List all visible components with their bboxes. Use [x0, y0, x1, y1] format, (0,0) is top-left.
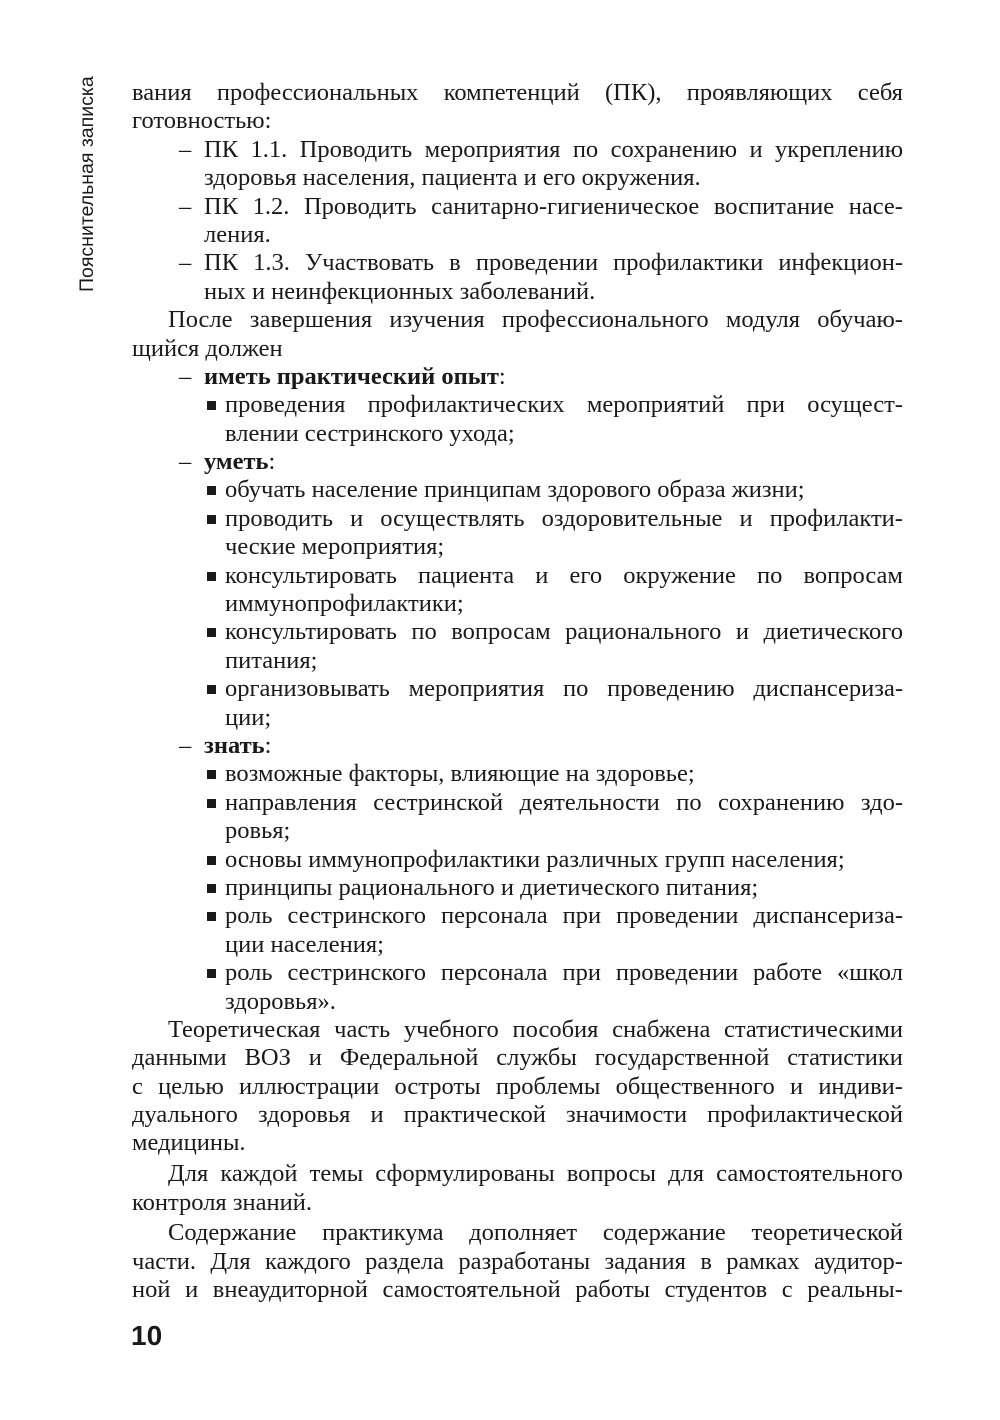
- word: проведении: [616, 902, 739, 930]
- word: студентов: [664, 1276, 768, 1303]
- requirement-title: иметь практический опыт: [204, 362, 499, 390]
- bullet-square-icon: [207, 572, 216, 581]
- word: оздоровительные: [541, 504, 723, 532]
- word: диспансериза-: [753, 675, 903, 703]
- paragraph-line: [132, 1044, 903, 1072]
- word: проявляющих: [686, 79, 833, 106]
- word: здоровья: [257, 1101, 351, 1129]
- bullet-item-continuation: ции населения;: [225, 930, 384, 958]
- word: сестринского: [287, 959, 426, 987]
- bullet-square-icon: [207, 856, 216, 865]
- word: дополняет: [469, 1219, 578, 1247]
- paragraph-line: щийся должен: [132, 334, 283, 362]
- word: часть: [334, 1015, 391, 1043]
- requirement-colon: :: [264, 731, 272, 759]
- page-number: 10: [131, 1320, 163, 1351]
- word: (ПК),: [605, 79, 662, 106]
- bullet-item-text: основы иммунопрофилактики различных групп населения;: [225, 845, 845, 873]
- bullet-item-continuation: ровья;: [225, 817, 291, 845]
- competency-line: здоровья населения, пациента и его окружения.: [204, 164, 701, 192]
- bullet-square-icon: [207, 628, 216, 637]
- word: данными: [132, 1044, 227, 1072]
- requirement-heading: [132, 448, 903, 476]
- word: роль: [225, 902, 273, 930]
- word: ПК: [204, 192, 239, 220]
- word: иллюстрации: [239, 1072, 380, 1100]
- word: окружение: [623, 561, 736, 589]
- bullet-item-text: возможные факторы, влияющие на здоровье;: [225, 760, 695, 788]
- word: целью: [158, 1072, 224, 1100]
- paragraph-line: [132, 1248, 903, 1276]
- word: направления: [225, 788, 357, 816]
- word: по: [572, 135, 599, 163]
- word: Теоретическая: [168, 1015, 321, 1043]
- word: Проводить: [299, 135, 413, 163]
- word: общественного: [615, 1072, 775, 1100]
- word: практической: [403, 1101, 546, 1129]
- word: профессиональных: [216, 79, 419, 106]
- word: разработаны: [458, 1247, 591, 1275]
- word: при: [562, 959, 601, 987]
- word: и: [735, 618, 749, 646]
- word: сестринской: [373, 788, 504, 816]
- word: и: [350, 504, 364, 532]
- paragraph-line: [132, 306, 903, 334]
- dash-marker: –: [179, 731, 192, 759]
- word: диспансериза-: [753, 902, 903, 930]
- bullet-square-icon: [207, 912, 216, 921]
- requirement-heading: [132, 732, 903, 760]
- word: раздела: [365, 1247, 444, 1275]
- dash-marker: –: [179, 448, 192, 476]
- bullet-item: [132, 675, 903, 703]
- word: модуля: [725, 306, 801, 334]
- word: содержание: [602, 1219, 726, 1247]
- word: сформулированы: [375, 1160, 555, 1188]
- bullet-item-continuation: ческие мероприятия;: [225, 533, 445, 561]
- bullet-item: [132, 959, 903, 987]
- word: рационального: [565, 618, 722, 646]
- word: и: [308, 1044, 322, 1072]
- word: мероприятия: [408, 675, 545, 703]
- word: воспитание: [713, 192, 835, 220]
- word: проводить: [225, 504, 334, 532]
- word: деятельности: [519, 788, 660, 816]
- word: вопросы: [566, 1160, 656, 1188]
- competency-line: [132, 193, 903, 221]
- word: и: [749, 135, 763, 163]
- word: работе: [753, 959, 823, 987]
- word: по: [676, 788, 702, 816]
- word: Участвовать: [304, 249, 435, 277]
- word: проведения: [225, 391, 346, 419]
- bullet-item-text: обучать население принципам здорового образа жизни;: [225, 476, 805, 504]
- word: в: [449, 249, 461, 277]
- word: проблемы: [495, 1072, 601, 1100]
- running-side-header: Пояснительная записка: [76, 76, 98, 292]
- word: Для: [210, 1247, 251, 1275]
- word: осущест-: [807, 391, 903, 419]
- word: профилакти-: [769, 504, 903, 532]
- word: мероприятия: [424, 135, 561, 163]
- page-body-text: [132, 79, 903, 1304]
- word: 1.3.: [253, 249, 290, 277]
- word: и: [739, 504, 753, 532]
- word: диетического: [763, 618, 903, 646]
- bullet-item: [132, 505, 903, 533]
- word: практикума: [322, 1219, 444, 1247]
- bullet-item-continuation: питания;: [225, 646, 318, 674]
- paragraph-line: [132, 1016, 903, 1044]
- word: с: [132, 1072, 143, 1100]
- word: консультировать: [225, 618, 397, 646]
- word: сохранению: [718, 788, 845, 816]
- bullet-square-icon: [207, 515, 216, 524]
- word: завершения: [249, 306, 373, 334]
- bullet-item-continuation: здоровья».: [225, 987, 336, 1015]
- word: Проводить: [303, 192, 417, 220]
- bullet-item-continuation: иммунопрофилактики;: [225, 590, 464, 618]
- bullet-item: [132, 618, 903, 646]
- word: индиви-: [818, 1072, 903, 1100]
- paragraph-line: [132, 1219, 903, 1247]
- word: внеаудиторной: [212, 1276, 368, 1303]
- word: ПК: [204, 249, 239, 277]
- word: персонала: [441, 902, 548, 930]
- word: статистическими: [724, 1015, 903, 1043]
- word: Содержание: [168, 1219, 297, 1247]
- word: аудитор-: [813, 1247, 903, 1275]
- word: ной: [132, 1276, 171, 1303]
- word: учебного: [403, 1015, 499, 1043]
- bullet-square-icon: [207, 685, 216, 694]
- word: сохранению: [610, 135, 738, 163]
- word: изучения: [389, 306, 485, 334]
- bullet-item-continuation: ции;: [225, 703, 272, 731]
- bullet-item-text: принципы рационального и диетического питания;: [225, 873, 759, 901]
- word: организовывать: [225, 675, 390, 703]
- word: сестринского: [287, 902, 427, 930]
- bullet-item: [132, 846, 903, 874]
- competency-line: [132, 136, 903, 164]
- word: его: [569, 561, 603, 589]
- word: остроты: [394, 1072, 481, 1100]
- word: реальны-: [807, 1276, 903, 1303]
- word: укреплению: [774, 135, 903, 163]
- word: в: [700, 1247, 712, 1275]
- word: статистики: [787, 1044, 903, 1072]
- bullet-item: [132, 789, 903, 817]
- word: по: [756, 561, 783, 589]
- paragraph-line: [132, 1276, 903, 1304]
- word: себя: [857, 79, 903, 106]
- word: каждого: [265, 1247, 351, 1275]
- word: профилактической: [707, 1101, 903, 1129]
- word: проведению: [607, 675, 735, 703]
- word: обучаю-: [817, 306, 903, 334]
- word: теоретической: [751, 1219, 903, 1247]
- word: вопросам: [803, 561, 903, 589]
- word: дуального: [132, 1101, 238, 1129]
- word: работы: [575, 1276, 650, 1303]
- bullet-square-icon: [207, 770, 216, 779]
- bullet-item: [132, 391, 903, 419]
- paragraph-line: [132, 1160, 903, 1188]
- word: роль: [225, 959, 273, 987]
- word: 1.2.: [252, 192, 290, 220]
- bullet-square-icon: [207, 884, 216, 893]
- word: Федеральной: [339, 1044, 479, 1072]
- requirement-title: знать: [204, 731, 265, 759]
- word: компетенций: [443, 79, 580, 106]
- word: здо-: [860, 788, 903, 816]
- bullet-item: [132, 874, 903, 902]
- word: «школ: [837, 959, 903, 987]
- bullet-item: [132, 476, 903, 504]
- requirement-colon: :: [498, 362, 506, 390]
- paragraph-line: контроля знаний.: [132, 1188, 312, 1216]
- word: профилактики: [613, 249, 764, 277]
- word: профессионального: [501, 306, 709, 334]
- word: санитарно-гигиеническое: [431, 192, 700, 220]
- word: пациента: [418, 561, 515, 589]
- dash-marker: –: [179, 135, 192, 163]
- bullet-item: [132, 562, 903, 590]
- word: при: [746, 391, 786, 419]
- word: пособия: [512, 1015, 599, 1043]
- bullet-square-icon: [207, 799, 216, 808]
- paragraph-line: [132, 1073, 903, 1101]
- word: значимости: [565, 1101, 688, 1129]
- word: и: [535, 561, 549, 589]
- bullet-square-icon: [207, 486, 216, 495]
- word: 1.1.: [250, 135, 288, 163]
- word: вания: [132, 79, 192, 106]
- word: самостоятельного: [716, 1160, 903, 1188]
- requirement-colon: :: [268, 448, 276, 476]
- word: по: [563, 675, 589, 703]
- word: насе-: [848, 192, 903, 220]
- paragraph-line: медицины.: [132, 1129, 246, 1157]
- word: проведении: [475, 249, 599, 277]
- word: каждой: [220, 1160, 298, 1188]
- word: консультировать: [225, 561, 397, 589]
- text-line: [132, 79, 903, 107]
- word: инфекцион-: [778, 249, 903, 277]
- word: ПК: [204, 135, 239, 163]
- word: при: [562, 902, 602, 930]
- word: самостоятельной: [382, 1276, 561, 1303]
- word: службы: [496, 1044, 577, 1072]
- word: для: [668, 1160, 705, 1188]
- word: темы: [309, 1160, 364, 1188]
- word: снабжена: [612, 1015, 711, 1043]
- competency-line: ных и неинфекционных заболеваний.: [204, 277, 596, 305]
- word: персонала: [440, 959, 548, 987]
- bullet-square-icon: [207, 401, 216, 410]
- word: и: [370, 1101, 384, 1129]
- bullet-item-continuation: влении сестринского ухода;: [225, 419, 515, 447]
- bullet-item: [132, 902, 903, 930]
- word: задания: [604, 1247, 686, 1275]
- bullet-square-icon: [207, 969, 216, 978]
- word: рамках: [726, 1247, 800, 1275]
- word: и: [185, 1276, 199, 1303]
- word: мероприятий: [586, 391, 725, 419]
- competency-line: [132, 249, 903, 277]
- text-line: готовностью:: [132, 107, 272, 135]
- dash-marker: –: [179, 249, 192, 277]
- competency-line: ления.: [204, 220, 271, 248]
- dash-marker: –: [179, 192, 192, 220]
- word: части.: [132, 1247, 197, 1275]
- word: После: [168, 306, 233, 334]
- word: ВОЗ: [244, 1044, 291, 1072]
- word: государственной: [594, 1044, 770, 1072]
- word: проведении: [615, 959, 739, 987]
- word: осуществлять: [380, 504, 525, 532]
- word: по: [411, 618, 437, 646]
- word: вопросам: [451, 618, 551, 646]
- bullet-item: [132, 760, 903, 788]
- dash-marker: –: [179, 362, 192, 390]
- word: профилактических: [367, 391, 565, 419]
- word: и: [789, 1072, 804, 1100]
- paragraph-line: [132, 1101, 903, 1129]
- word: Для: [168, 1160, 209, 1188]
- requirement-heading: [132, 363, 903, 391]
- word: с: [781, 1276, 793, 1303]
- requirement-title: уметь: [204, 448, 269, 476]
